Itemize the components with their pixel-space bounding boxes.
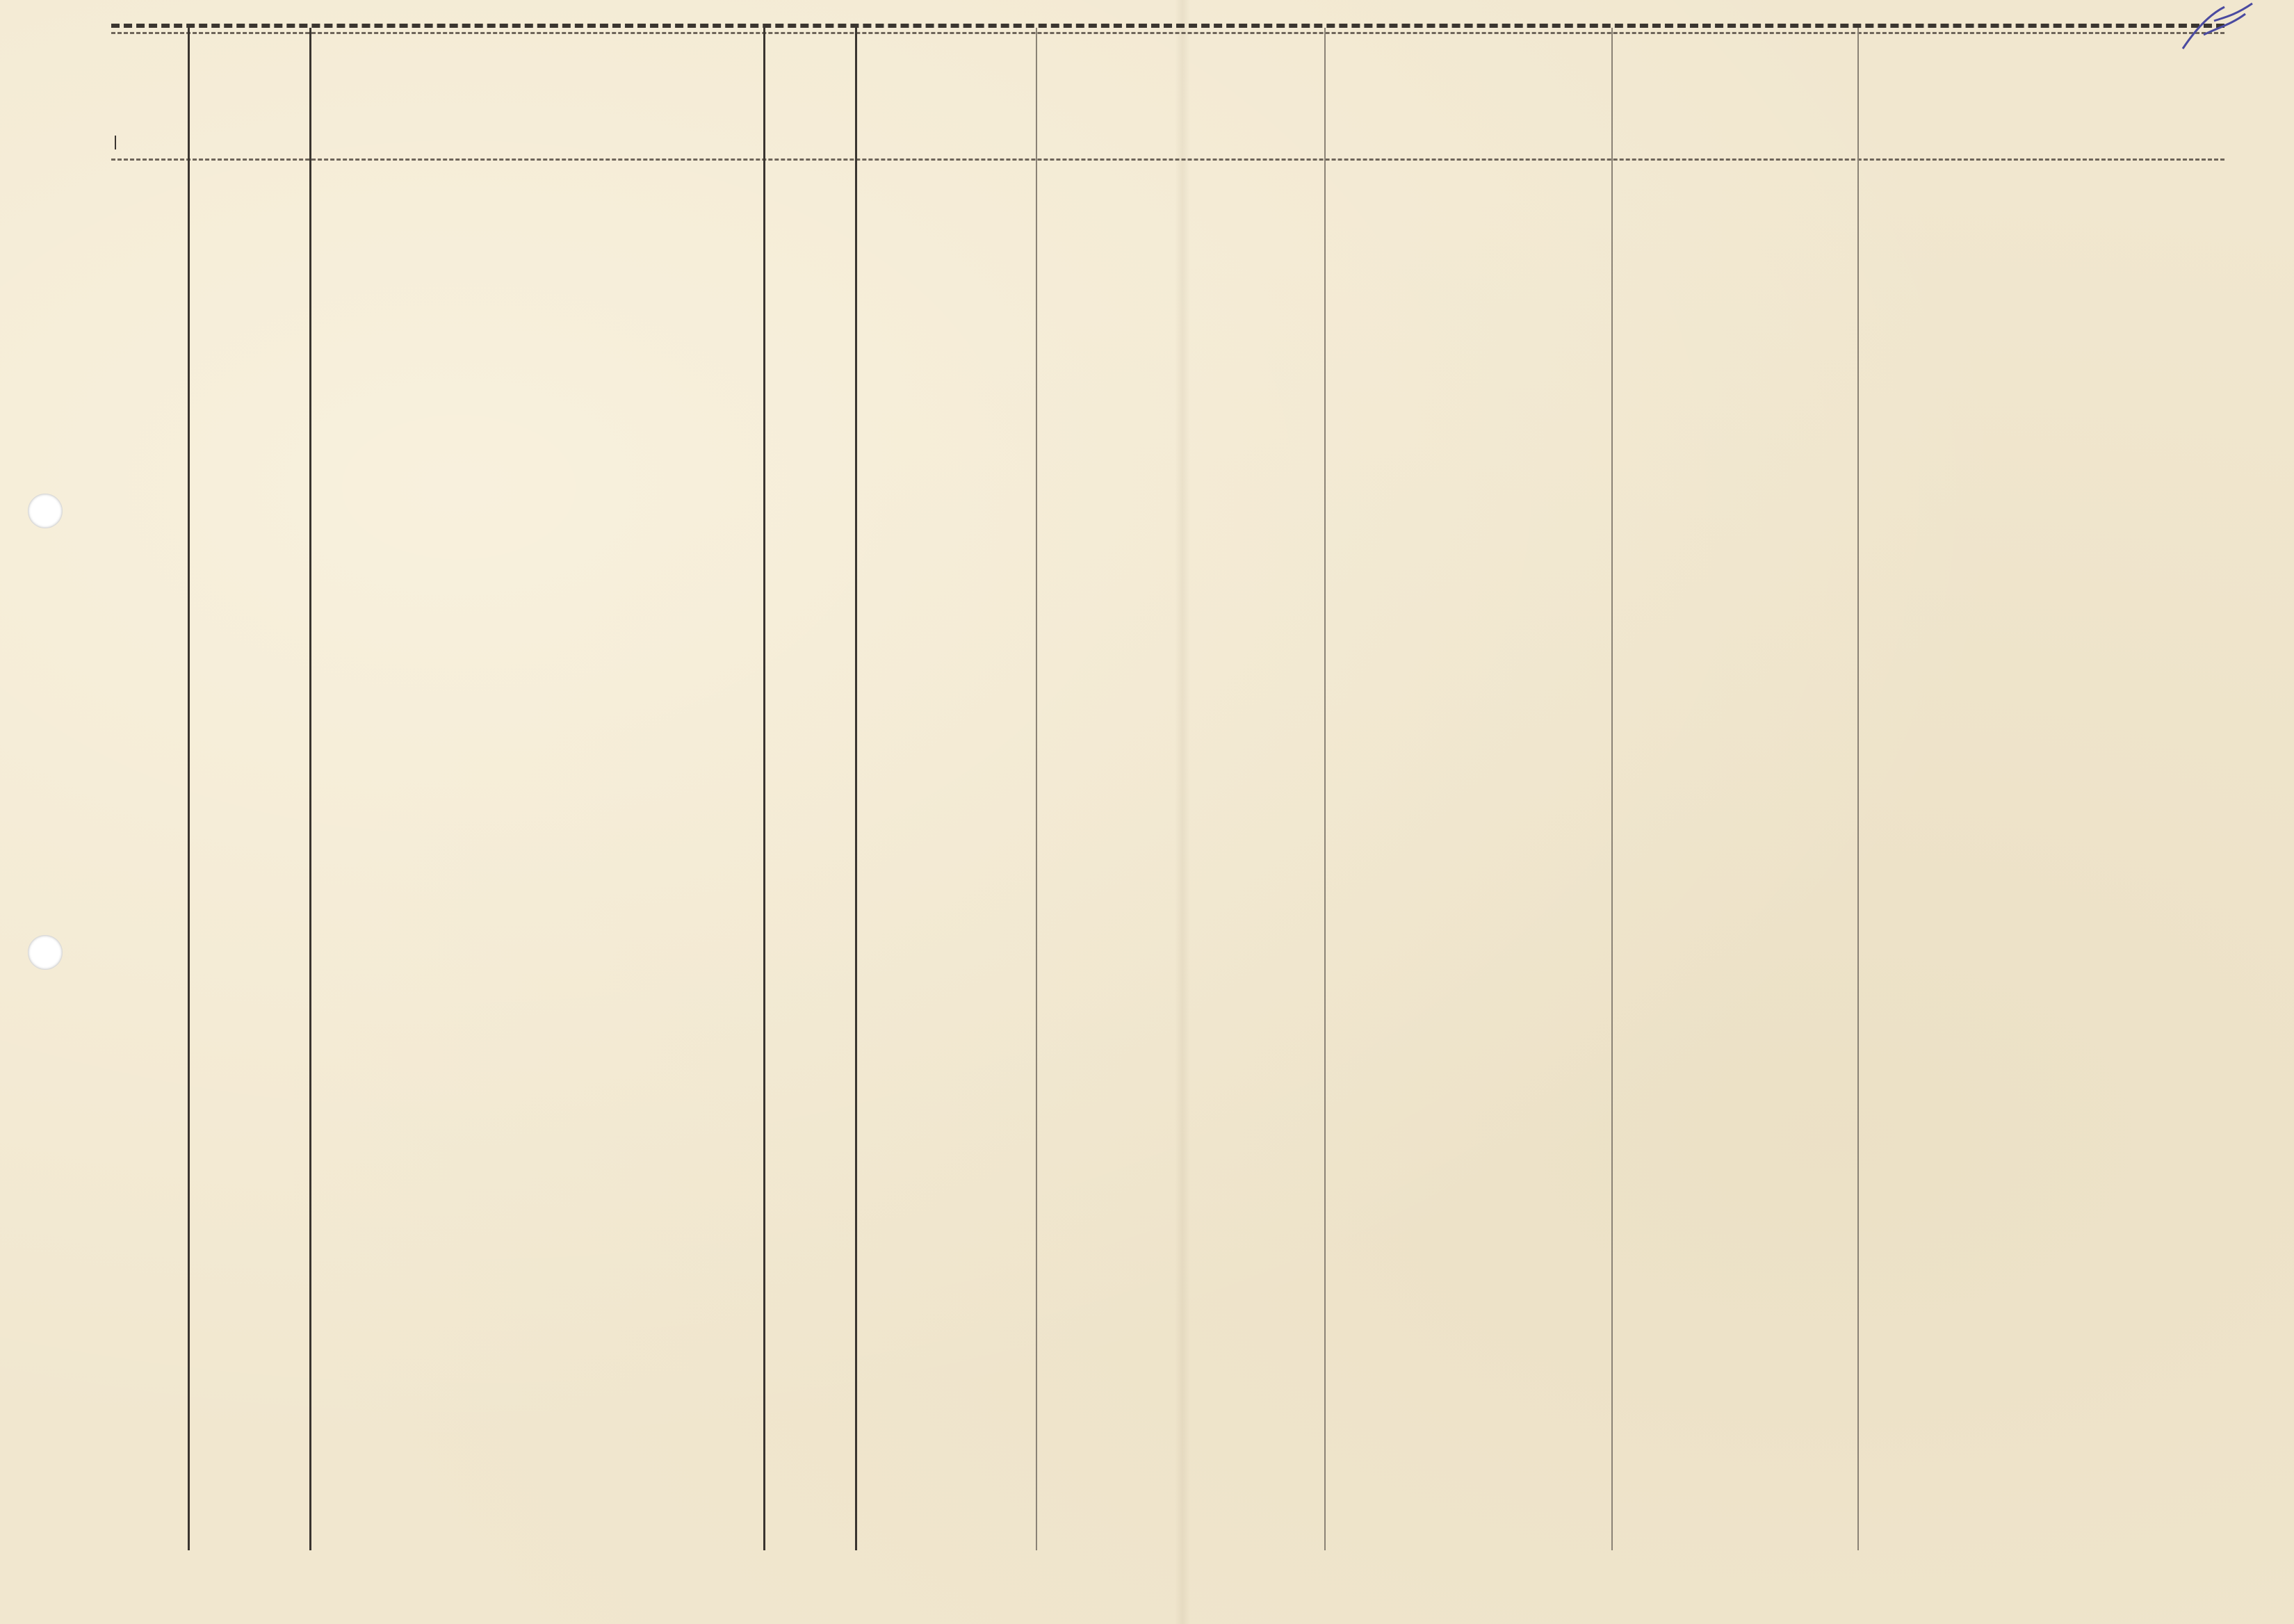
divider-naturalidade	[1611, 28, 1613, 1550]
page-fold	[1175, 0, 1190, 1624]
divider-idade	[855, 28, 857, 1550]
divider-postos	[309, 28, 311, 1550]
punch-hole-upper	[28, 494, 63, 528]
divider-residencia	[1857, 28, 1859, 1550]
signature-mark	[2176, 0, 2259, 56]
divider-estado	[1036, 28, 1037, 1550]
divider-profissao	[1324, 28, 1326, 1550]
header-bottom-border	[111, 159, 2224, 161]
header-top-border-inner	[111, 32, 2224, 34]
header-mark	[115, 136, 116, 149]
header-top-border	[111, 24, 2224, 28]
divider-nomes	[763, 28, 765, 1550]
punch-hole-lower	[28, 935, 63, 970]
divider-geral	[188, 28, 190, 1550]
